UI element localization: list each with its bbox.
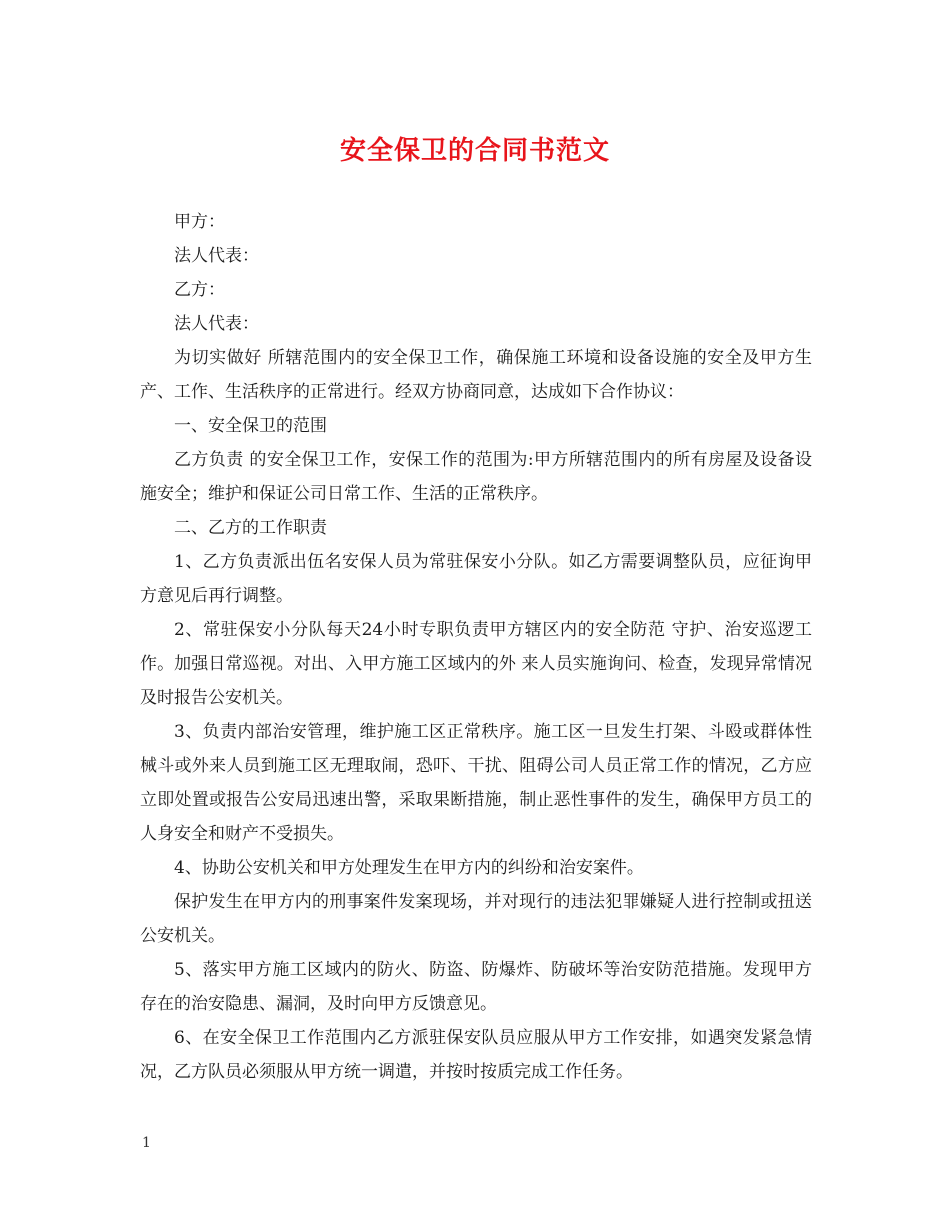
party-a-line: 甲方： [174, 212, 225, 232]
party-b-line: 乙方： [174, 280, 225, 300]
duty-item-6: 6、在安全保卫工作范围内乙方派驻保安队员应服从甲方工作安排，如遇突发紧急情况，乙方队员必须服从甲方统一调遣，并按时按质完成工作任务。 [140, 1028, 812, 1082]
duty-item-4: 4、协助公安机关和甲方处理发生在甲方内的纠纷和治安案件。 [174, 858, 644, 878]
duty-item-2: 2、常驻保安小分队每天24小时专职负责甲方辖区内的安全防范 守护、治安巡逻工作。加强日常巡视。对出、入甲方施工区域内的外 来人员实施询问、检查，发现异常情况及时报告公安机关。 [140, 620, 812, 708]
section-heading-scope: 一、安全保卫的范围 [174, 416, 327, 436]
party-a-representative-line: 法人代表： [174, 246, 259, 266]
duty-item-5: 5、落实甲方施工区域内的防火、防盗、防爆炸、防破坏等治安防范措施。发现甲方存在的治安隐患、漏洞，及时向甲方反馈意见。 [140, 960, 812, 1014]
page-number: 1 [142, 1135, 151, 1151]
scope-paragraph: 乙方负责 的安全保卫工作，安保工作的范围为:甲方所辖范围内的所有房屋及设备设施安全；维护和保证公司日常工作、生活的正常秩序。 [140, 450, 812, 504]
duty-item-4-continued: 保护发生在甲方内的刑事案件发案现场，并对现行的违法犯罪嫌疑人进行控制或扭送公安机关。 [140, 892, 812, 946]
duty-item-1: 1、乙方负责派出伍名安保人员为常驻保安小分队。如乙方需要调整队员，应征询甲方意见后再行调整。 [140, 552, 812, 606]
document-body [140, 205, 812, 1089]
duty-item-3: 3、负责内部治安管理，维护施工区正常秩序。施工区一旦发生打架、斗殴或群体性械斗或外来人员到施工区无理取闹，恐吓、干扰、阻碍公司人员正常工作的情况，乙方应立即处置或报告公安局迅速出警，采取果断措施，制止恶性事件的发生，确保甲方员工的人身安全和财产不受损失。 [140, 722, 812, 844]
preamble-paragraph: 为切实做好 所辖范围内的安全保卫工作，确保施工环境和设备设施的安全及甲方生产、工作、生活秩序的正常进行。经双方协商同意，达成如下合作协议： [140, 348, 812, 402]
document-title: 安全保卫的合同书范文 [339, 136, 610, 166]
section-heading-duties: 二、乙方的工作职责 [174, 518, 327, 538]
party-b-representative-line: 法人代表： [174, 314, 259, 334]
